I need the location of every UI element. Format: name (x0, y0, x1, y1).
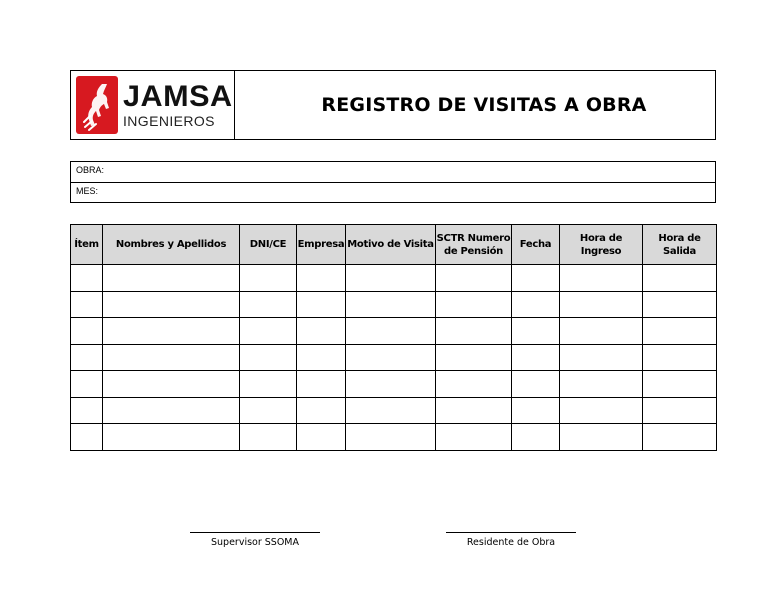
column-header-nombres: Nombres y Apellidos (103, 225, 240, 265)
table-cell[interactable] (512, 318, 560, 345)
table-cell[interactable] (512, 424, 560, 451)
table-body (71, 265, 717, 451)
column-header-hora-salida: Hora de Salida (643, 225, 717, 265)
table-cell[interactable] (71, 344, 103, 371)
table-row (71, 397, 717, 424)
table-cell[interactable] (297, 318, 346, 345)
table-cell[interactable] (560, 265, 643, 292)
mes-label: MES: (76, 185, 99, 196)
table-row (71, 318, 717, 345)
signature-residente: Residente de Obra (446, 532, 576, 548)
document-title: REGISTRO DE VISITAS A OBRA (321, 94, 647, 116)
column-header-sctr: SCTR Numero de Pensión (436, 225, 512, 265)
table-cell[interactable] (436, 291, 512, 318)
table-cell[interactable] (346, 397, 436, 424)
table-row (71, 265, 717, 292)
table-cell[interactable] (436, 265, 512, 292)
table-cell[interactable] (346, 371, 436, 398)
table-cell[interactable] (103, 397, 240, 424)
table-cell[interactable] (643, 291, 717, 318)
logo-brand-name: JAMSA (123, 80, 233, 113)
table-cell[interactable] (103, 424, 240, 451)
table-cell[interactable] (240, 397, 297, 424)
column-header-dni: DNI/CE (240, 225, 297, 265)
mes-field[interactable] (71, 182, 715, 202)
table-cell[interactable] (240, 265, 297, 292)
table-cell[interactable] (560, 424, 643, 451)
table-cell[interactable] (71, 318, 103, 345)
table-cell[interactable] (103, 318, 240, 345)
table-cell[interactable] (297, 344, 346, 371)
table-cell[interactable] (346, 344, 436, 371)
table-cell[interactable] (71, 291, 103, 318)
table-cell[interactable] (240, 344, 297, 371)
table-cell[interactable] (512, 397, 560, 424)
obra-label: OBRA: (76, 165, 105, 175)
table-cell[interactable] (346, 291, 436, 318)
table-cell[interactable] (71, 424, 103, 451)
table-cell[interactable] (297, 424, 346, 451)
table-cell[interactable] (240, 291, 297, 318)
table-cell[interactable] (643, 424, 717, 451)
logo-brand-subtitle: INGENIEROS (123, 113, 215, 129)
table-cell[interactable] (297, 291, 346, 318)
column-header-hora-ingreso: Hora de Ingreso (560, 225, 643, 265)
table-cell[interactable] (560, 371, 643, 398)
column-header-item: Ítem (71, 225, 103, 265)
table-cell[interactable] (436, 397, 512, 424)
table-cell[interactable] (436, 371, 512, 398)
signature-supervisor: Supervisor SSOMA (190, 532, 320, 548)
table-cell[interactable] (560, 344, 643, 371)
table-cell[interactable] (103, 291, 240, 318)
column-header-empresa: Empresa (297, 225, 346, 265)
table-cell[interactable] (512, 291, 560, 318)
table-cell[interactable] (560, 291, 643, 318)
table-cell[interactable] (643, 344, 717, 371)
table-row (71, 424, 717, 451)
table-cell[interactable] (436, 344, 512, 371)
obra-field[interactable] (71, 162, 715, 182)
info-section (70, 161, 716, 203)
company-logo (71, 71, 235, 139)
document-header (70, 70, 716, 140)
table-cell[interactable] (240, 424, 297, 451)
table-cell[interactable] (512, 344, 560, 371)
hand-logo-icon (76, 76, 118, 134)
table-cell[interactable] (240, 371, 297, 398)
table-cell[interactable] (512, 265, 560, 292)
table-cell[interactable] (71, 397, 103, 424)
table-cell[interactable] (297, 265, 346, 292)
table-cell[interactable] (103, 265, 240, 292)
table-cell[interactable] (512, 371, 560, 398)
table-cell[interactable] (643, 371, 717, 398)
table-cell[interactable] (103, 344, 240, 371)
table-cell[interactable] (436, 424, 512, 451)
column-header-fecha: Fecha (512, 225, 560, 265)
table-row (71, 291, 717, 318)
table-cell[interactable] (71, 371, 103, 398)
table-cell[interactable] (297, 371, 346, 398)
column-header-motivo: Motivo de Visita (346, 225, 436, 265)
table-cell[interactable] (436, 318, 512, 345)
table-cell[interactable] (346, 424, 436, 451)
table-cell[interactable] (560, 318, 643, 345)
table-cell[interactable] (71, 265, 103, 292)
table-cell[interactable] (297, 397, 346, 424)
table-cell[interactable] (643, 397, 717, 424)
table-cell[interactable] (643, 318, 717, 345)
table-row (71, 344, 717, 371)
table-header-row (71, 225, 717, 265)
table-cell[interactable] (560, 397, 643, 424)
table-cell[interactable] (346, 265, 436, 292)
table-cell[interactable] (346, 318, 436, 345)
table-row (71, 371, 717, 398)
table-cell[interactable] (240, 318, 297, 345)
visits-table (70, 224, 717, 451)
table-cell[interactable] (103, 371, 240, 398)
table-cell[interactable] (643, 265, 717, 292)
